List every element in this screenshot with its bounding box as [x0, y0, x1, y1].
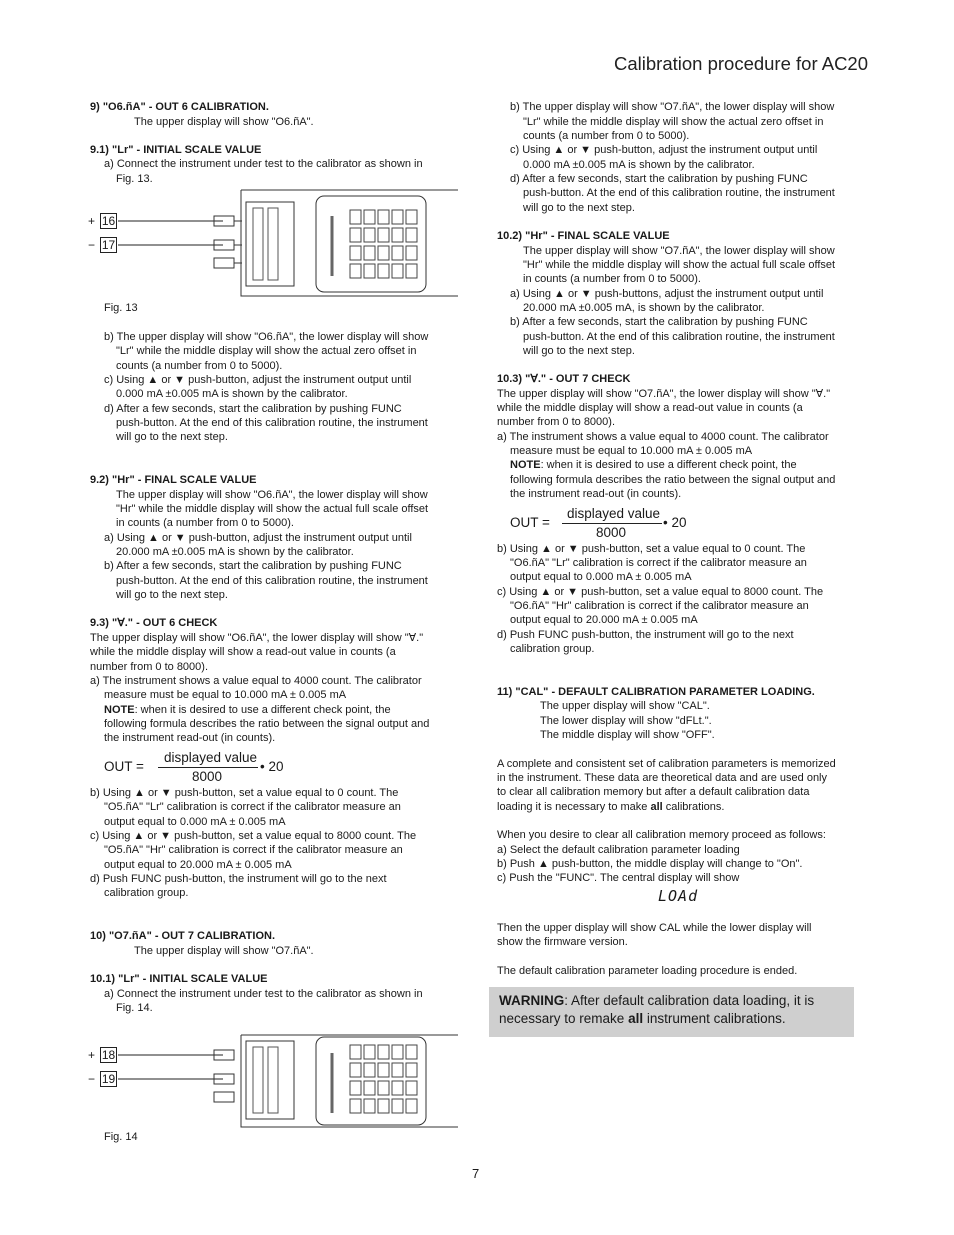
terminal-number: 19: [101, 1072, 116, 1086]
text-line: following formula describes the ratio between the signal output and: [104, 718, 430, 730]
text-line: calibration group.: [104, 887, 189, 899]
text-line: will go to the next step.: [116, 589, 228, 601]
text-line: d) After a few seconds, start the calibration by pushing FUNC: [104, 403, 402, 415]
text-line: push-button. At the end of this calibration routine, the instrument: [116, 575, 428, 587]
text-line: number from 0 to 8000).: [90, 661, 209, 673]
text-line: output equal to 20.000 mA ± 0.005 mA: [104, 859, 292, 871]
text-line: c) Using ▲ or ▼ push-button, set a value equal to 8000 count. The: [497, 586, 824, 598]
load-display-text: LOAd: [658, 887, 699, 905]
text-line: 10.1) "Lr" - INITIAL SCALE VALUE: [90, 973, 268, 985]
text-line: will go to the next step.: [523, 202, 635, 214]
calibrator-drawing: [88, 1033, 458, 1129]
text-line: 9) "O6.ñA" - OUT 6 CALIBRATION.: [90, 101, 269, 113]
text-line: c) Using ▲ or ▼ push-button, adjust the instrument output until: [104, 374, 412, 386]
text-line: push-button. At the end of this calibration routine, the instrument: [116, 417, 428, 429]
text-line: a) Connect the instrument under test to the calibrator as shown in: [104, 988, 423, 1000]
warning-line-2: necessary to remake all instrument calibrations.: [499, 1011, 786, 1026]
text-line: number from 0 to 8000).: [497, 416, 616, 428]
text-line: Fig. 13: [104, 302, 138, 314]
text-line: c) Using ▲ or ▼ push-button, adjust the instrument output until: [510, 144, 818, 156]
formula-denominator: 8000: [192, 769, 223, 784]
text-line: counts (a number from 0 to 5000).: [116, 360, 283, 372]
formula-factor: • 20: [663, 515, 687, 530]
text-line: 9.1) "Lr" - INITIAL SCALE VALUE: [90, 144, 262, 156]
text-line: NOTE: when it is desired to use a different check point, the: [104, 704, 391, 716]
text-line: Fig. 14.: [116, 1002, 153, 1014]
text-line: the instrument read-out (in counts).: [104, 732, 276, 744]
text-line: 9.2) "Hr" - FINAL SCALE VALUE: [90, 474, 257, 486]
text-line: Fig. 13.: [116, 173, 153, 185]
text-line: a) Using ▲ or ▼ push-button, adjust the instrument output until: [104, 532, 412, 544]
text-line: A complete and consistent set of calibration parameters is memorized: [497, 758, 836, 770]
text-line: a) Connect the instrument under test to the calibrator as shown in: [104, 158, 423, 170]
text-line: b) Push ▲ push-button, the middle display will change to "On".: [497, 858, 803, 870]
text-line: "Lr" while the middle display will show the actual zero offset in: [116, 345, 417, 357]
text-line: the instrument read-out (in counts).: [510, 488, 682, 500]
page-number: 7: [472, 1166, 480, 1181]
text-line: "O5.ñA" "Hr" calibration is correct if the calibrator measure an: [104, 844, 403, 856]
text-line: push-button. At the end of this calibration routine, the instrument: [523, 331, 835, 343]
text-line: NOTE: when it is desired to use a different check point, the: [510, 459, 797, 471]
text-line: show the firmware version.: [497, 936, 628, 948]
page-header-title: Calibration procedure for AC20: [614, 53, 869, 74]
text-line: 11) "CAL" - DEFAULT CALIBRATION PARAMETER LOADING.: [497, 686, 815, 698]
text-line: "O5.ñA" "Lr" calibration is correct if the calibrator measure an: [104, 801, 401, 813]
text-line: 10) "O7.ñA" - OUT 7 CALIBRATION.: [90, 930, 276, 942]
text-line: a) Using ▲ or ▼ push-buttons, adjust the instrument output until: [510, 288, 824, 300]
text-line: b) Using ▲ or ▼ push-button, set a value equal to 0 count. The: [497, 543, 806, 555]
fraction-bar: [562, 523, 662, 524]
text-line: in the instrument. These data are theoretical data and are used only: [497, 772, 828, 784]
formula-out6: [104, 750, 294, 786]
formula-factor: • 20: [260, 759, 284, 774]
fraction-bar: [158, 767, 258, 768]
calibrator-drawing: [88, 186, 458, 298]
text-line: 20.000 mA ±0.005 mA, is shown by the calibrator.: [523, 302, 765, 314]
text-line: The upper display will show "O7.ñA", the lower display will show: [523, 245, 835, 257]
text-line: When you desire to clear all calibration memory proceed as follows:: [497, 829, 826, 841]
text-line: The upper display will show "CAL".: [540, 700, 710, 712]
text-line: measure must be equal to 10.000 mA ± 0.005 mA: [104, 689, 347, 701]
text-line: Then the upper display will show CAL while the lower display will: [497, 922, 812, 934]
terminal-sign: −: [88, 238, 96, 252]
formula-out-label: OUT =: [510, 515, 550, 530]
text-line: d) Push FUNC push-button, the instrument will go to the next: [497, 629, 794, 641]
text-line: 20.000 mA ±0.005 mA is shown by the calibrator.: [116, 546, 354, 558]
text-line: d) After a few seconds, start the calibration by pushing FUNC: [510, 173, 808, 185]
text-line: The default calibration parameter loading procedure is ended.: [497, 965, 798, 977]
text-line: while the middle display will show a read-out value in counts (a: [90, 646, 396, 658]
terminal-sign: +: [88, 214, 96, 228]
formula-denominator: 8000: [596, 525, 627, 540]
text-line: The middle display will show "OFF".: [540, 729, 715, 741]
formula-out-label: OUT =: [104, 759, 144, 774]
formula-numerator: displayed value: [164, 750, 258, 765]
text-line: counts (a number from 0 to 5000).: [523, 130, 690, 142]
terminal-number: 18: [101, 1048, 116, 1062]
warning-box: [489, 987, 854, 1037]
text-line: following formula describes the ratio between the signal output and: [510, 474, 836, 486]
figure-13: [88, 186, 458, 298]
text-line: output equal to 0.000 mA ± 0.005 mA: [104, 816, 286, 828]
text-line: measure must be equal to 10.000 mA ± 0.005 mA: [510, 445, 753, 457]
text-line: 9.3) "∀." - OUT 6 CHECK: [90, 617, 218, 629]
terminal-sign: +: [88, 1048, 96, 1062]
text-line: The upper display will show "O6.ñA", the lower display will show: [116, 489, 428, 501]
text-line: 10.2) "Hr" - FINAL SCALE VALUE: [497, 230, 670, 242]
terminal-sign: −: [88, 1072, 96, 1086]
text-line: The lower display will show "dFLt.".: [540, 715, 712, 727]
text-line: in counts (a number from 0 to 5000).: [116, 517, 294, 529]
text-line: output equal to 0.000 mA ± 0.005 mA: [510, 571, 692, 583]
text-line: "Lr" while the middle display will show the actual zero offset in: [523, 116, 824, 128]
text-line: The upper display will show "O6.ñA".: [134, 116, 314, 128]
text-line: 10.3) "∀." - OUT 7 CHECK: [497, 373, 631, 385]
text-line: b) After a few seconds, start the calibration by pushing FUNC: [104, 560, 402, 572]
text-line: b) The upper display will show "O7.ñA", the lower display will show: [510, 101, 835, 113]
text-line: push-button. At the end of this calibration routine, the instrument: [523, 187, 835, 199]
text-line: b) The upper display will show "O6.ñA", the lower display will show: [104, 331, 429, 343]
text-line: output equal to 20.000 mA ± 0.005 mA: [510, 614, 698, 626]
text-line: The upper display will show "O7.ñA", the lower display will show "∀.": [497, 388, 831, 400]
text-line: b) Using ▲ or ▼ push-button, set a value equal to 0 count. The: [90, 787, 399, 799]
formula-numerator: displayed value: [567, 506, 661, 521]
text-line: a) The instrument shows a value equal to 4000 count. The calibrator: [90, 675, 422, 687]
text-line: will go to the next step.: [116, 431, 228, 443]
text-line: Fig. 14: [104, 1131, 138, 1143]
figure-14: [88, 1033, 458, 1129]
text-line: b) After a few seconds, start the calibration by pushing FUNC: [510, 316, 808, 328]
text-line: "Hr" while the middle display will show the actual full scale offset: [523, 259, 836, 271]
text-line: 0.000 mA ±0.005 mA is shown by the calibrator.: [523, 159, 755, 171]
text-line: c) Using ▲ or ▼ push-button, set a value equal to 8000 count. The: [90, 830, 417, 842]
text-line: c) Push the "FUNC". The central display will show: [497, 872, 740, 884]
text-line: loading it is necessary to make all calibrations.: [497, 801, 725, 813]
text-line: d) Push FUNC push-button, the instrument will go to the next: [90, 873, 387, 885]
text-line: a) Select the default calibration parameter loading: [497, 844, 740, 856]
warning-line-1: WARNING: After default calibration data loading, it is: [499, 993, 815, 1008]
text-line: "O6.ñA" "Lr" calibration is correct if the calibrator measure an: [510, 557, 807, 569]
terminal-number: 16: [101, 214, 116, 228]
text-line: The upper display will show "O7.ñA".: [134, 945, 314, 957]
text-line: will go to the next step.: [523, 345, 635, 357]
text-line: to clear all calibration memory but after a default calibration data: [497, 786, 810, 798]
text-line: a) The instrument shows a value equal to 4000 count. The calibrator: [497, 431, 829, 443]
text-line: in counts (a number from 0 to 5000).: [523, 273, 701, 285]
text-line: 0.000 mA ±0.005 mA is shown by the calibrator.: [116, 388, 348, 400]
text-line: calibration group.: [510, 643, 595, 655]
terminal-number: 17: [101, 238, 116, 252]
text-line: "O6.ñA" "Hr" calibration is correct if the calibrator measure an: [510, 600, 809, 612]
text-line: The upper display will show "O6.ñA", the lower display will show "∀.": [90, 632, 424, 644]
formula-out7: [510, 506, 700, 542]
text-line: while the middle display will show a read-out value in counts (a: [497, 402, 803, 414]
text-line: "Hr" while the middle display will show the actual full scale offset: [116, 503, 429, 515]
